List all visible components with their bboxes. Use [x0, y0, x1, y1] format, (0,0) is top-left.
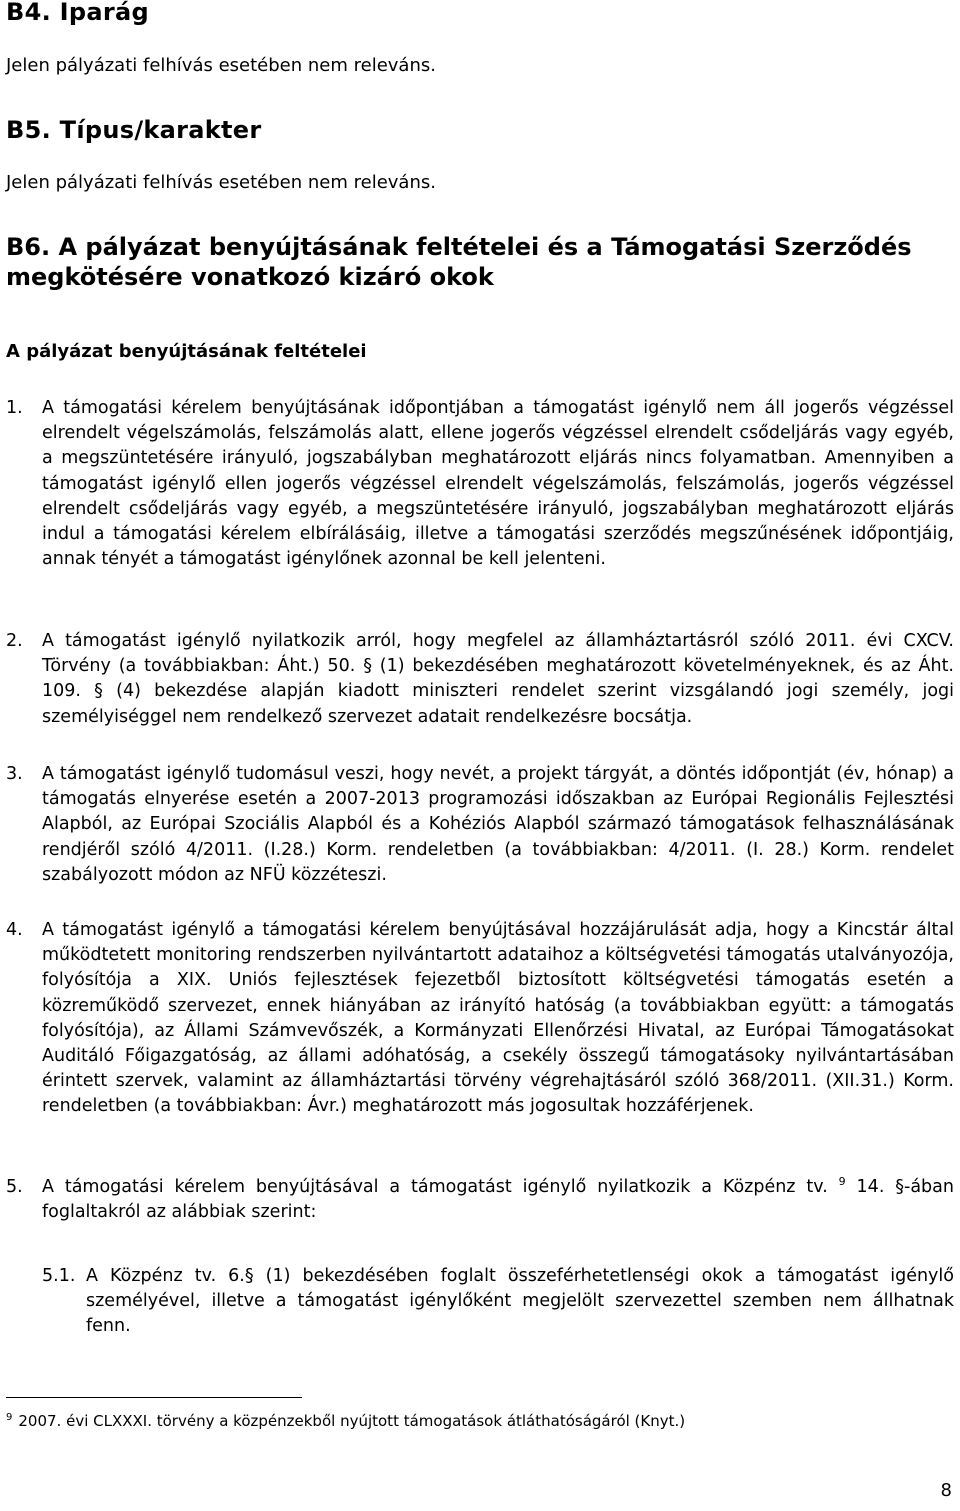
list-item-2	[6, 629, 954, 730]
footnote-reference[interactable]: 9	[838, 1175, 846, 1189]
footnote-text: 2007. évi CLXXXI. törvény a közpénzekből nyújtott támogatások átláthatóságáról (Knyt.)	[18, 1412, 686, 1430]
list-text-after: 14. §-ában foglaltakról az alábbiak szerint:	[42, 1177, 954, 1223]
sub-list-number: 5.1.	[42, 1266, 76, 1286]
list-number: 2.	[6, 631, 23, 651]
list-text: A támogatási kérelem benyújtásának időpontjában a támogatást igénylő nem áll jogerős végzéssel elrendelt végelszámolás, felszámolás alatt, ellene jogerős végzéssel elrendelt csődeljárás vagy egyéb, a megszüntetésére irányuló, jogszabályban meghatározott eljárás nincs folyamatban. Amennyiben a támogatást igénylő ellen jogerős végzéssel elrendelt végelszámolás, felszámolás, jogerős végzéssel elrendelt csődeljárás vagy egyéb, a megszüntetésére irányuló, jogszabályban meghatározott eljárás indul a támogatási kérelem elbírálásáig, illetve a támogatási szerződés megszűnésének időpontjáig, annak tényét a támogatást igénylőnek azonnal be kell jelenteni.	[42, 398, 954, 570]
list-number: 3.	[6, 764, 23, 784]
section-heading-b6: B6. A pályázat benyújtásának feltételei és a Támogatási Szerződés megkötésére vonatkozó kizáró okok	[6, 233, 912, 291]
list-text: A támogatást igénylő a támogatási kérelem benyújtásával hozzájárulását adja, hogy a Kincstár által működtetett monitoring rendszerben nyilvántartott adataihoz a költségvetési támogatás utalványozója, folyósítója a XIX. Uniós fejlesztések fejezetből biztosított költségvetési támogatás esetén a közreműködő szervezet, ennek hiányában az irányító hatóság (a továbbiakban együtt: a támogatás folyósítója), az Állami Számvevőszék, a Kormányzati Ellenőrzési Hivatal, az Európai Támogatásokat Auditáló Főigazgatóság, az állami adóhatóság, a csekély összegű támogatásoky nyilvántartásában érintett szervek, valamint az államháztartási törvény végrehajtásáról szóló 368/2011. (XII.31.) Korm. rendeletben (a továbbiakban: Ávr.) meghatározott más jogosultak hozzáférjenek.	[42, 920, 954, 1117]
list-item-5	[6, 1175, 954, 1225]
list-text	[42, 1175, 954, 1225]
footnote-number: 9	[6, 1412, 13, 1423]
section-text-b5: Jelen pályázati felhívás esetében nem releváns.	[6, 172, 436, 193]
sub-list-item-5-1	[42, 1264, 954, 1340]
list-item-1	[6, 396, 954, 572]
section-heading-b5: B5. Típus/karakter	[6, 116, 262, 144]
page-number: 8	[940, 1480, 952, 1501]
list-number: 1.	[6, 398, 23, 418]
section-heading-b4: B4. Iparág	[6, 0, 149, 26]
footnote	[6, 1412, 685, 1430]
list-item-4	[6, 918, 954, 1120]
list-number: 4.	[6, 920, 23, 940]
list-number: 5.	[6, 1177, 23, 1197]
sub-list-text: A Közpénz tv. 6.§ (1) bekezdésében foglalt összeférhetetlenségi okok a támogatást igénylő személyével, illetve a támogatást igénylőként megjelölt szervezettel szemben nem állhatnak fenn.	[86, 1266, 954, 1337]
list-text: A támogatást igénylő tudomásul veszi, hogy nevét, a projekt tárgyát, a döntés időpontját (év, hónap) a támogatás elnyerése esetén a 2007-2013 programozási időszakban az Európai Regionális Fejlesztési Alapból, az Európai Szociális Alapból és a Kohéziós Alapból származó támogatások felhasználásának rendjéről szóló 4/2011. (I.28.) Korm. rendeletben (a továbbiakban: 4/2011. (I. 28.) Korm. rendelet szabályozott módon az NFÜ közzéteszi.	[42, 764, 954, 885]
list-item-3	[6, 762, 954, 888]
footnote-divider	[6, 1397, 302, 1398]
section-text-b4: Jelen pályázati felhívás esetében nem releváns.	[6, 55, 436, 76]
list-text-before: A támogatási kérelem benyújtásával a támogatást igénylő nyilatkozik a Közpénz tv.	[42, 1177, 828, 1197]
list-text: A támogatást igénylő nyilatkozik arról, hogy megfelel az államháztartásról szóló 2011. évi CXCV. Törvény (a továbbiakban: Áht.) 50. § (1) bekezdésében meghatározott követelményeknek, és az Áht. 109. § (4) bekezdése alapján kiadott miniszteri rendelet szerint vizsgálandó jogi személy, jogi személyiséggel nem rendelkező szervezet adatait rendelkezésre bocsátja.	[42, 631, 954, 727]
subheading: A pályázat benyújtásának feltételei	[6, 341, 367, 362]
